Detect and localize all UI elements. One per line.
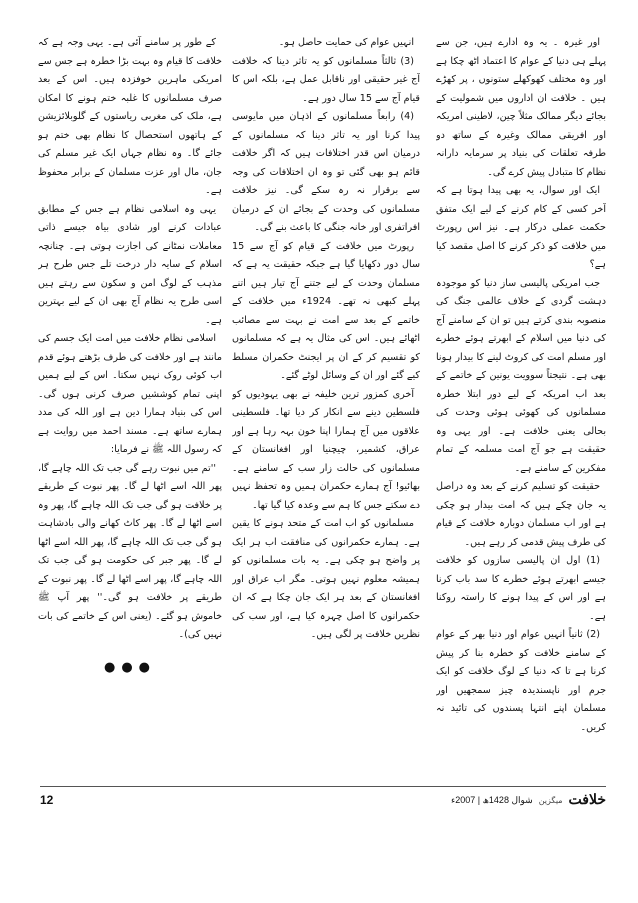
paragraph: جب امریکی پالیسی ساز دنیا کو موجودہ دہشت گردی کے خلاف عالمی جنگ کی منصوبہ بندی کرتے ہیں تو ان کے سامنے آج کی دنیا میں اسلام کے ابھرتے ہوئے خطرے اور مسلم امت کی کروٹ لینے کا بیدار ہونا بھی ہے۔ نتیجتاً سوویت یونین کے خاتمے کے بعد اب امریکہ کے لیے دور ابتلا خطرہ مسلمانوں کی کھوئی ہوئی وحدت کی بحالی یعنی خلافت ہے۔ اور یہی وہ حقیقت ہے جو آج امت مسلمہ کے تمام مفکرین کے سامنے ہے۔ bbox=[436, 277, 606, 474]
page-footer bbox=[40, 786, 606, 811]
page-number: 12 bbox=[40, 793, 54, 807]
paragraph: کے طور پر سامنے آئی ہے۔ یہی وجہ ہے کہ خلافت کا قیام وہ بہت بڑا خطرہ ہے جس سے امریکی ماہرین خوفزدہ ہیں۔ اس کے بعد صرف مسلمانوں کا غلبہ ختم ہونے کا امکان ہے، ملک کی مغربی ریاستوں کے گلوبلائزیشن کے ہاتھوں استحصال کا نظام بھی ختم ہو جائے گا۔ وہ نظام جہاں ایک غیر مسلم کی جان، مال اور عزت مسلمان کے برابر محفوظ ہے۔ bbox=[38, 37, 222, 196]
column-left bbox=[38, 34, 222, 779]
paragraph: (4) رابعاً مسلمانوں کے اذہان میں مایوسی پیدا کرنا اور یہ تاثر دینا کہ مسلمانوں کے درمیان اس قدر اختلافات ہیں کہ اگر خلافت قائم ہو بھی گئی تو وہ ان اختلافات کی وجہ سے برقرار نہ رہ سکے گی۔ نیز خلافت مسلمانوں کی وحدت کے بجائے ان کے درمیان افراتفری اور خانہ جنگی کا باعث بنے گی۔ bbox=[232, 111, 420, 233]
paragraph: رپورٹ میں خلافت کے قیام کو آج سے 15 سال دور دکھایا گیا ہے جبکہ حقیقت یہ ہے کہ مسلمان وحدت کے لیے جتنے آج تیار ہیں اتنے پہلے کبھی نہ تھے۔ 1924ء میں خلافت کے خاتمے کے بعد سے امت نے بہت سے مصائب اٹھائے ہیں۔ اس کی مثال یہ ہے کہ مسلمانوں کو تقسیم کر کے ان پر ایجنٹ حکمران مسلط کیے گئے اور ان کے وسائل لوٹے گئے۔ bbox=[232, 240, 420, 381]
paragraph: اور غیرہ ۔ یہ وہ ادارے ہیں، جن سے پہلے ہی دنیا کے عوام کا اعتماد اٹھ چکا ہے اور وہ مختلف کھوکھلے ستونوں ، پر کھڑے ہیں ۔ خلافت ان اداروں میں شمولیت کے بجائے دیگر ممالک مثلاً چین، لاطینی امریکہ اور افریقی ممالک وغیرہ کے ساتھ دو طرفہ تعلقات کی بنیاد پر سرمایہ دارانہ نظام کا متبادل پیش کرے گی۔ bbox=[436, 37, 606, 178]
paragraph: (3) ثالثاً مسلمانوں کو یہ تاثر دینا کہ خلافت آج غیر حقیقی اور ناقابل عمل ہے، بلکہ اس کا قیام آج سے 15 سال دور ہے۔ bbox=[232, 55, 420, 104]
magazine-logo: خلافت bbox=[568, 792, 606, 808]
paragraph: اسلامی نظام خلافت میں امت ایک جسم کی مانند ہے اور خلافت کی طرف بڑھتے ہوئے قدم اب کوئی روک نہیں سکتا۔ اس کے لیے ہمیں اپنی تمام کوششیں صرف کرنی ہوں گی۔ اس کی بنیاد ہمارا دین ہے اور اللہ کی مدد ہمارے ساتھ ہے۔ مسند احمد میں روایت ہے کہ رسول اللہ ﷺ نے فرمایا: bbox=[38, 333, 222, 455]
paragraph: ایک اور سوال، یہ بھی پیدا ہوتا ہے کہ آخر کسی کے کام کرنے کے لیے ایک متفق حکمت عملی درکار ہے۔ نیز اس رپورٹ میں خلافت کو ذکر کرنے کا اصل مقصد کیا ہے؟ bbox=[436, 185, 606, 270]
column-middle bbox=[232, 34, 420, 779]
hadith-quote: ''تم میں نبوت رہے گی جب تک اللہ چاہے گا، پھر اللہ اسے اٹھا لے گا۔ پھر نبوت کے طریقے پر خلافت ہو گی جب تک اللہ چاہے گا، پھر وہ اسے اٹھا لے گا۔ پھر کاٹ کھانے والی بادشاہت ہو گی جب تک اللہ چاہے گا، پھر اللہ اسے اٹھا لے گا۔ پھر جبر کی حکومت ہو گی جب تک اللہ چاہے گا، پھر اسے اٹھا لے گا۔ پھر نبوت کے طریقے پر خلافت ہو گی۔'' پھر آپ ﷺ خاموش ہو گئے۔ (یعنی اس کے خاتمے کی بات نہیں کی)۔ bbox=[38, 462, 222, 640]
paragraph: یہی وہ اسلامی نظام ہے جس کے مطابق عبادات کرنے اور شادی بیاہ جیسے ذاتی معاملات نمٹانے کی اجازت ہوتی ہے۔ چنانچہ اسلام کے سایہ دار درخت تلے جس طرح ہر مذہب کے لوگ امن و سکون سے رہتے ہیں اسی طرح یہ نظام آج بھی ان کے لیے بہترین ہے۔ bbox=[38, 203, 222, 326]
paragraph: انہیں عوام کی حمایت حاصل ہو۔ bbox=[278, 37, 414, 48]
magazine-brand bbox=[451, 792, 606, 808]
paragraph: (1) اول ان پالیسی سازوں کو خلافت جیسے ابھرتے ہوئے خطرے کا سد باب کرنا ہے اور اس کے پیدا ہونے کا راستہ روکنا ہے۔ bbox=[436, 555, 606, 622]
magazine-subtitle: میگزین bbox=[538, 795, 563, 805]
column-right bbox=[436, 34, 606, 779]
paragraph: آخری کمزور ترین خلیفہ نے بھی یہودیوں کو فلسطین دینے سے انکار کر دیا تھا۔ فلسطینی علاقوں میں آج ہمارا اپنا خون بہہ رہا ہے اور عراق، کشمیر، چیچنیا اور افغانستان کے مسلمانوں کی حالت زار سب کے سامنے ہے۔ بھائیو! آج ہمارے حکمران ہمیں وہ تحفظ نہیں دے سکتے جس کا ہم سے وعدہ کیا گیا تھا۔ bbox=[232, 388, 420, 511]
issue-date: شوال 1428ھ | 2007ء bbox=[451, 794, 533, 805]
paragraph: مسلمانوں کو اب امت کے متحد ہونے کا یقین ہے۔ ہمارے حکمرانوں کی منافقت اب ہر ایک پر واضح ہو چکی ہے۔ یہ بات مسلمانوں کو ہمیشہ معلوم نہیں ہوتی۔ مگر اب عراق اور افغانستان کے بعد ہر ایک جان چکا ہے کہ ان حکمرانوں کا اصل چہرہ کیا ہے، اور سب کی نظریں خلافت پر لگی ہیں۔ bbox=[232, 518, 420, 640]
end-ornament: ●●● bbox=[103, 659, 157, 675]
paragraph: (2) ثانیاً انہیں عوام اور دنیا بھر کے عوام کے سامنے خلافت کو خطرہ بنا کر پیش کرنا ہے تا کہ دنیا کے لوگ خلافت کو ایک جرم اور ناپسندیدہ چیز سمجھیں اور مسلمان اپنے انتہا پسندوں کی تائید نہ کریں۔ bbox=[436, 629, 606, 733]
paragraph: حقیقت کو تسلیم کرنے کے بعد وہ دراصل یہ جان چکے ہیں کہ امت بیدار ہو چکی ہے اور اب مسلمان دوبارہ خلافت کے قیام کی طرف پیش قدمی کر رہے ہیں۔ bbox=[436, 481, 606, 548]
